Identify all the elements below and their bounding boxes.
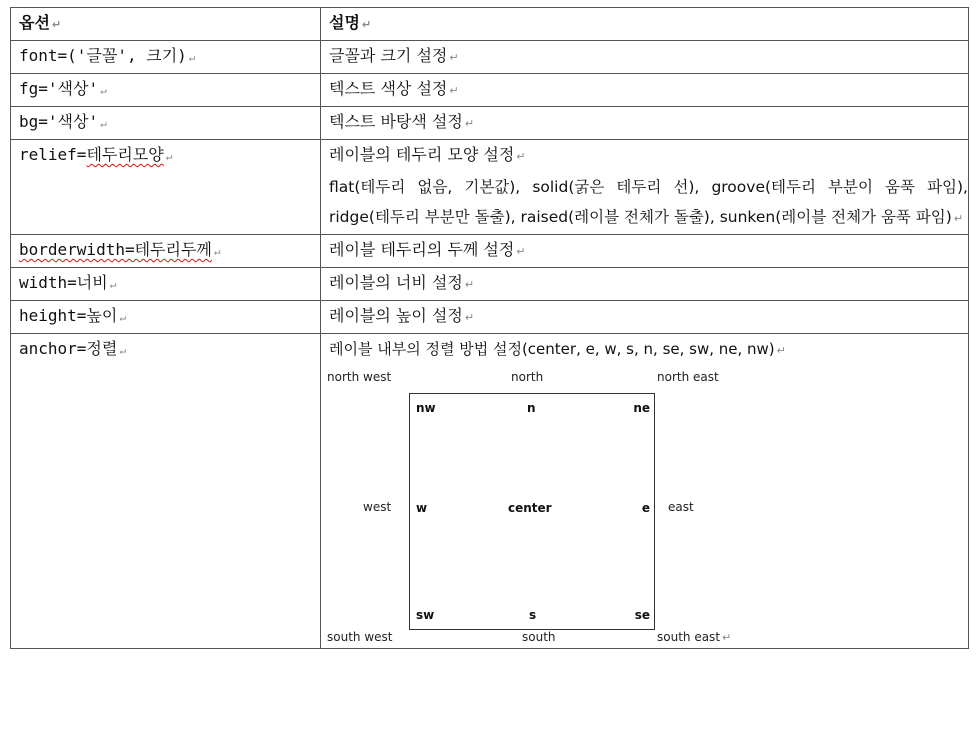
anchor-ne: ne: [633, 401, 650, 415]
anchor-diagram: [329, 368, 957, 648]
anchor-n: n: [527, 401, 536, 415]
header-option: 옵션 ↵: [11, 8, 321, 41]
label-south: south: [522, 630, 556, 644]
label-south-east: south east ↵: [657, 630, 732, 644]
option-cell: width=너비 ↵: [11, 268, 321, 301]
anchor-s: s: [529, 608, 537, 622]
table-row: [11, 334, 969, 649]
label-box: [409, 393, 655, 630]
table-row: [11, 140, 969, 235]
table-header-row: [11, 8, 969, 41]
table-row: [11, 301, 969, 334]
table-row: [11, 107, 969, 140]
label-north: north: [511, 370, 544, 384]
label-north-west: north west: [327, 370, 392, 384]
description-cell: 레이블의 테두리 모양 설정 ↵ flat(테두리 없음, 기본값), solid(굵은 테두리 선), groove(테두리 부분이 움푹 파임), ridge(테두리 부분만 돌출), raised(레이블 전체가 돌출), sunken(레이블 전체가 움푹 파임) ↵: [321, 140, 969, 235]
description-cell: 텍스트 바탕색 설정 ↵: [321, 107, 969, 140]
table-row: [11, 74, 969, 107]
anchor-nw: nw: [416, 401, 436, 415]
anchor-e: e: [641, 501, 650, 515]
anchor-center: center: [508, 501, 552, 515]
description-cell: 글꼴과 크기 설정 ↵: [321, 41, 969, 74]
anchor-se: se: [634, 608, 650, 622]
option-cell: borderwidth=테두리두께 ↵: [11, 235, 321, 268]
anchor-w: w: [416, 501, 428, 515]
table-row: [11, 235, 969, 268]
header-description: 설명 ↵: [321, 8, 969, 41]
option-cell: anchor=정렬 ↵: [11, 334, 321, 649]
option-cell: fg='색상' ↵: [11, 74, 321, 107]
label-north-east: north east: [657, 370, 719, 384]
table-row: [11, 268, 969, 301]
description-cell: 텍스트 색상 설정 ↵: [321, 74, 969, 107]
label-south-west: south west: [327, 630, 393, 644]
anchor-sw: sw: [416, 608, 435, 622]
description-cell: 레이블의 높이 설정 ↵: [321, 301, 969, 334]
label-west: west: [363, 500, 392, 514]
option-cell: height=높이 ↵: [11, 301, 321, 334]
option-cell: font=('글꼴', 크기) ↵: [11, 41, 321, 74]
option-cell: relief=테두리모양 ↵: [11, 140, 321, 235]
options-table: [10, 7, 969, 649]
label-east: east: [668, 500, 694, 514]
description-cell: 레이블 내부의 정렬 방법 설정(center, e, w, s, n, se, sw, ne, nw) ↵ north west north north east west east south west south south east ↵ nw n ne w center e sw s se: [321, 334, 969, 649]
description-cell: 레이블 테두리의 두께 설정 ↵: [321, 235, 969, 268]
option-cell: bg='색상' ↵: [11, 107, 321, 140]
table-row: [11, 41, 969, 74]
description-cell: 레이블의 너비 설정 ↵: [321, 268, 969, 301]
